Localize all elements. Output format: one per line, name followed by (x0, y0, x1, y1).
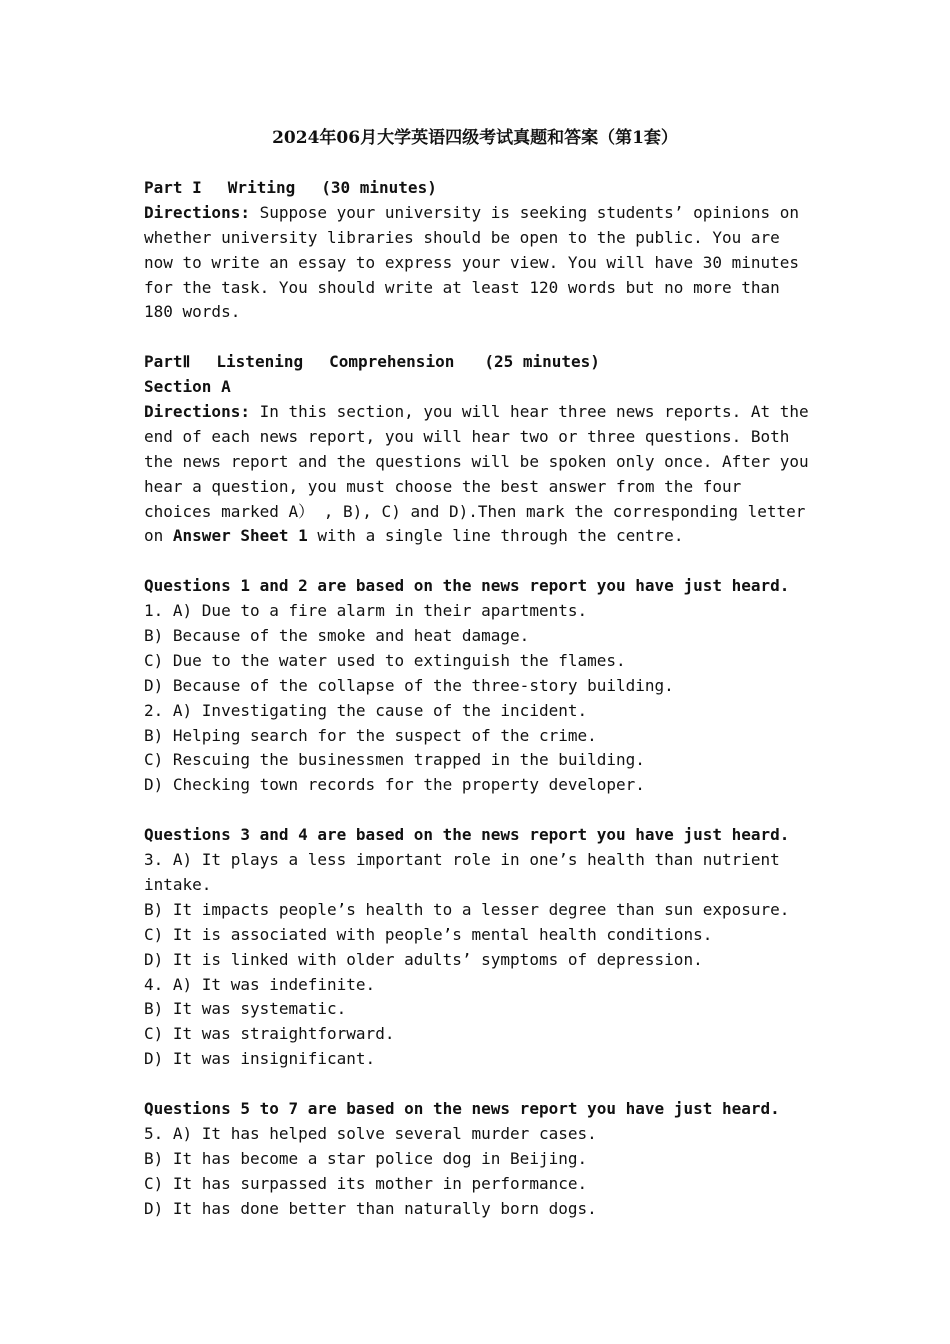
spacer (144, 325, 844, 350)
part2-directions-line-3: the news report and the questions will be spoken only once. After you (144, 451, 809, 471)
question-line: C) It has surpassed its mother in performance. (144, 1173, 588, 1193)
question-line: B) Helping search for the suspect of the crime. (144, 725, 597, 745)
question-line: C) It is associated with people’s mental health conditions. (144, 924, 713, 944)
spacer (144, 549, 844, 574)
question-line: C) Due to the water used to extinguish the flames. (144, 650, 626, 670)
question-line: B) Because of the smoke and heat damage. (144, 626, 530, 646)
part2-directions-line-5: choices marked A） , B), C) and D).Then mark the corresponding letter (144, 501, 806, 521)
part2-time: (25 minutes) (484, 352, 600, 372)
document-body (144, 176, 844, 1221)
part2-name: PartⅡ (144, 352, 191, 372)
part2-directions-line-1 (144, 400, 844, 425)
part1-directions-line-2: whether university libraries should be open to the public. You are (144, 227, 780, 247)
question-group-heading-3: Questions 5 to 7 are based on the news report you have just heard. (144, 1098, 780, 1118)
directions-prefix: on (144, 526, 173, 546)
question-line: D) It is linked with older adults’ symptoms of depression. (144, 949, 703, 969)
question-line: B) It has become a star police dog in Beijing. (144, 1148, 588, 1168)
part1-directions-text: Suppose your university is seeking students’ opinions on (249, 202, 800, 222)
section-a-heading: Section A (144, 377, 231, 397)
part1-name: Part I (144, 178, 202, 197)
spacer (144, 798, 844, 823)
question-line: intake. (144, 874, 212, 894)
part1-directions-line-1 (144, 201, 844, 226)
spacer (144, 1072, 844, 1097)
part2-directions-label: Directions: (144, 402, 250, 422)
question-line: B) It was systematic. (144, 999, 347, 1019)
part2-directions-line-4: hear a question, you must choose the best answer from the four (144, 476, 742, 496)
part1-directions-line-3: now to write an essay to express your view. You will have 30 minutes (144, 252, 800, 272)
question-line: B) It impacts people’s health to a lesser degree than sun exposure. (144, 899, 790, 919)
part1-directions-label: Directions: (144, 202, 250, 222)
question-line: 4. A) It was indefinite. (144, 974, 376, 994)
part2-section: Listening (216, 352, 304, 372)
question-line: C) It was straightforward. (144, 1024, 395, 1044)
part2-directions-text: In this section, you will hear three news reports. At the (249, 402, 809, 422)
part2-directions-line-6 (144, 524, 844, 549)
question-line: D) Checking town records for the property developer. (144, 775, 645, 795)
question-line: 2. A) Investigating the cause of the incident. (144, 700, 588, 720)
question-line: C) Rescuing the businessmen trapped in the building. (144, 750, 645, 770)
directions-suffix: with a single line through the centre. (307, 526, 684, 546)
question-line: D) Because of the collapse of the three-story building. (144, 675, 674, 695)
question-line: D) It has done better than naturally born dogs. (144, 1198, 597, 1218)
part1-directions-line-5: 180 words. (144, 302, 241, 322)
question-group-heading-2: Questions 3 and 4 are based on the news report you have just heard. (144, 825, 790, 845)
part1-time: (30 minutes) (321, 178, 437, 197)
question-line: 5. A) It has helped solve several murder cases. (144, 1123, 597, 1143)
question-line: D) It was insignificant. (144, 1049, 376, 1069)
part2-directions-line-2: end of each news report, you will hear two or three questions. Both (144, 426, 790, 446)
part2-heading (144, 350, 844, 375)
answer-sheet-label: Answer Sheet 1 (172, 526, 308, 546)
question-group-heading-1: Questions 1 and 2 are based on the news report you have just heard. (144, 576, 790, 596)
question-line: 3. A) It plays a less important role in one’s health than nutrient (144, 850, 780, 870)
part1-section: Writing (227, 178, 296, 197)
part1-directions-line-4: for the task. You should write at least 120 words but no more than (144, 277, 780, 297)
question-line: 1. A) Due to a fire alarm in their apartments. (144, 601, 588, 621)
page-title: 2024年06月大学英语四级考试真题和答案（第1套） (272, 128, 678, 148)
part1-heading (144, 176, 844, 201)
part2-section2: Comprehension (329, 352, 455, 372)
